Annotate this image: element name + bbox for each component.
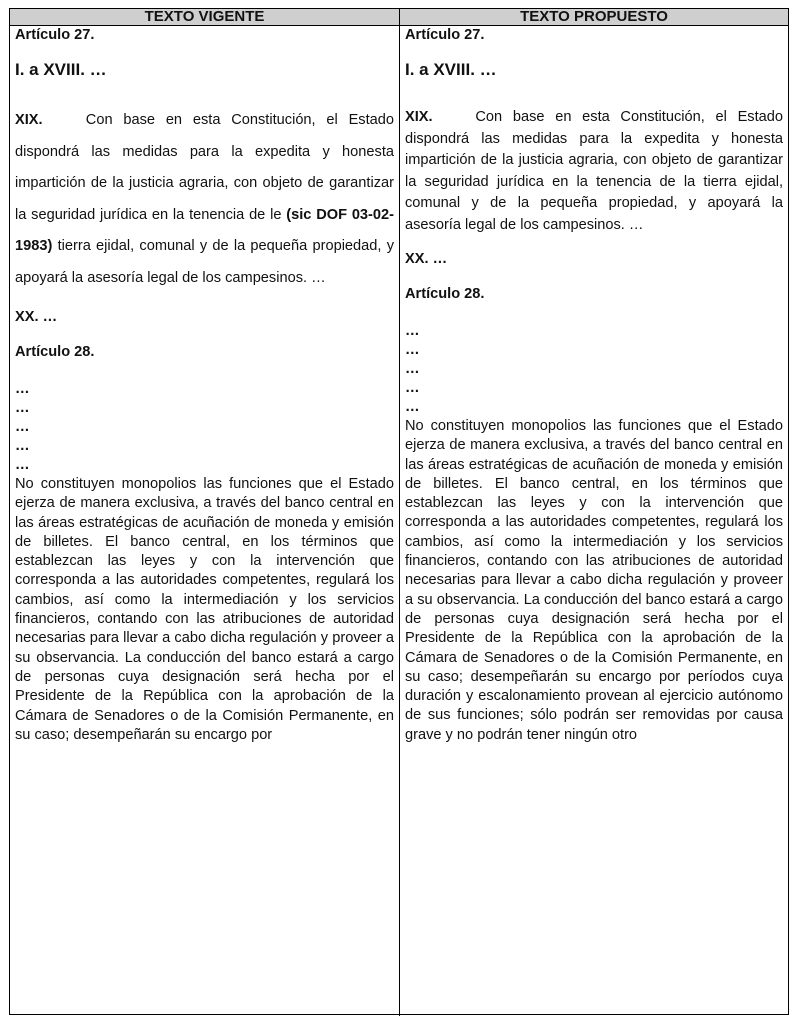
ellipsis-line: … (405, 361, 420, 377)
article-27-heading: Artículo 27. (405, 27, 485, 43)
header-texto-propuesto: TEXTO PROPUESTO (399, 9, 788, 26)
ellipsis-line: … (15, 438, 30, 454)
fraction-xix-label: XIX. (15, 112, 43, 128)
article-28-heading: Artículo 28. (15, 344, 95, 360)
header-texto-vigente: TEXTO VIGENTE (10, 9, 399, 26)
ellipsis-line: … (15, 400, 30, 416)
ellipsis-line: … (405, 323, 420, 339)
comparison-table (9, 8, 789, 1015)
fractions-i-xviii: I. a XVIII. … (405, 60, 497, 79)
ellipsis-list (15, 380, 394, 475)
fraction-xix-part-a: Con base en esta Constitución, el Estado dispondrá las medidas para la expedita y honesta impartición de la justicia agraria, con objeto de garantizar la seguridad jurídica en la tenencia de le (15, 112, 395, 223)
ellipsis-line: … (15, 381, 30, 397)
article-27-heading: Artículo 27. (15, 27, 95, 43)
ellipsis-list (405, 322, 783, 417)
fraction-xix-body: Con base en esta Constitución, el Estado dispondrá las medidas para la expedita y honesta impartición de la justicia agraria, con objeto de garantizar la seguridad jurídica en la tenencia de la tierra ejidal, comunal y de la pequeña propiedad, y apoyará la asesoría legal de los campesinos. … (405, 109, 783, 233)
fraction-xix-text (15, 105, 394, 294)
paragraph-banco-central: No constituyen monopolios las funciones que el Estado ejerza de manera exclusiva, a través del banco central en las áreas estratégicas de acuñación de moneda y emisión de billetes. El banco central, en los términos que establezcan las leyes y con la intervención que corresponda a las autoridades competentes, regulará los cambios, así como la intermediación y los servicios financieros, contando con las atribuciones de autoridad necesarias para llevar a cabo dicha regulación y proveer a su observancia. La conducción del banco estará a cargo de personas cuya designación será hecha por el Presidente de la República con la aprobación de la Cámara de Senadores o de la Comisión Permanente, en su caso; desempeñarán su encargo por (15, 476, 394, 743)
fraction-xix-text (405, 107, 783, 236)
ellipsis-line: … (15, 457, 30, 473)
ellipsis-line: … (405, 399, 420, 415)
fractions-i-xviii: I. a XVIII. … (15, 60, 107, 79)
ellipsis-line: … (405, 342, 420, 358)
article-28-heading: Artículo 28. (405, 286, 485, 302)
sic-note: (sic DOF 03-02-1983) (15, 206, 395, 254)
fraction-xx: XX. … (405, 251, 448, 267)
column-texto-propuesto (399, 26, 788, 1016)
paragraph-banco-central: No constituyen monopolios las funciones que el Estado ejerza de manera exclusiva, a través del banco central en las áreas estratégicas de acuñación de moneda y emisión de billetes. El banco central, en los términos que establezcan las leyes y con la intervención que corresponda a las autoridades competentes, regulará los cambios, así como la intermediación y los servicios financieros, contando con las atribuciones de autoridad necesarias para llevar a cabo dicha regulación y proveer a su observancia. La conducción del banco estará a cargo de personas cuya designación será hecha por el Presidente de la República con la aprobación de la Cámara de Senadores o de la Comisión Permanente, en su caso; desempeñarán su encargo por períodos cuya duración y escalonamiento provean al ejercicio autónomo de sus funciones; sólo podrán ser removidas por causa grave y no podrán tener ningún otro (405, 418, 783, 743)
ellipsis-line: … (15, 419, 30, 435)
column-texto-vigente (10, 26, 399, 1016)
ellipsis-line: … (405, 380, 420, 396)
fraction-xx: XX. … (15, 309, 58, 325)
fraction-xix-label: XIX. (405, 109, 433, 125)
fraction-xix-part-b: tierra ejidal, comunal y de la pequeña propiedad, y apoyará la asesoría legal de los campesinos. … (15, 238, 394, 286)
